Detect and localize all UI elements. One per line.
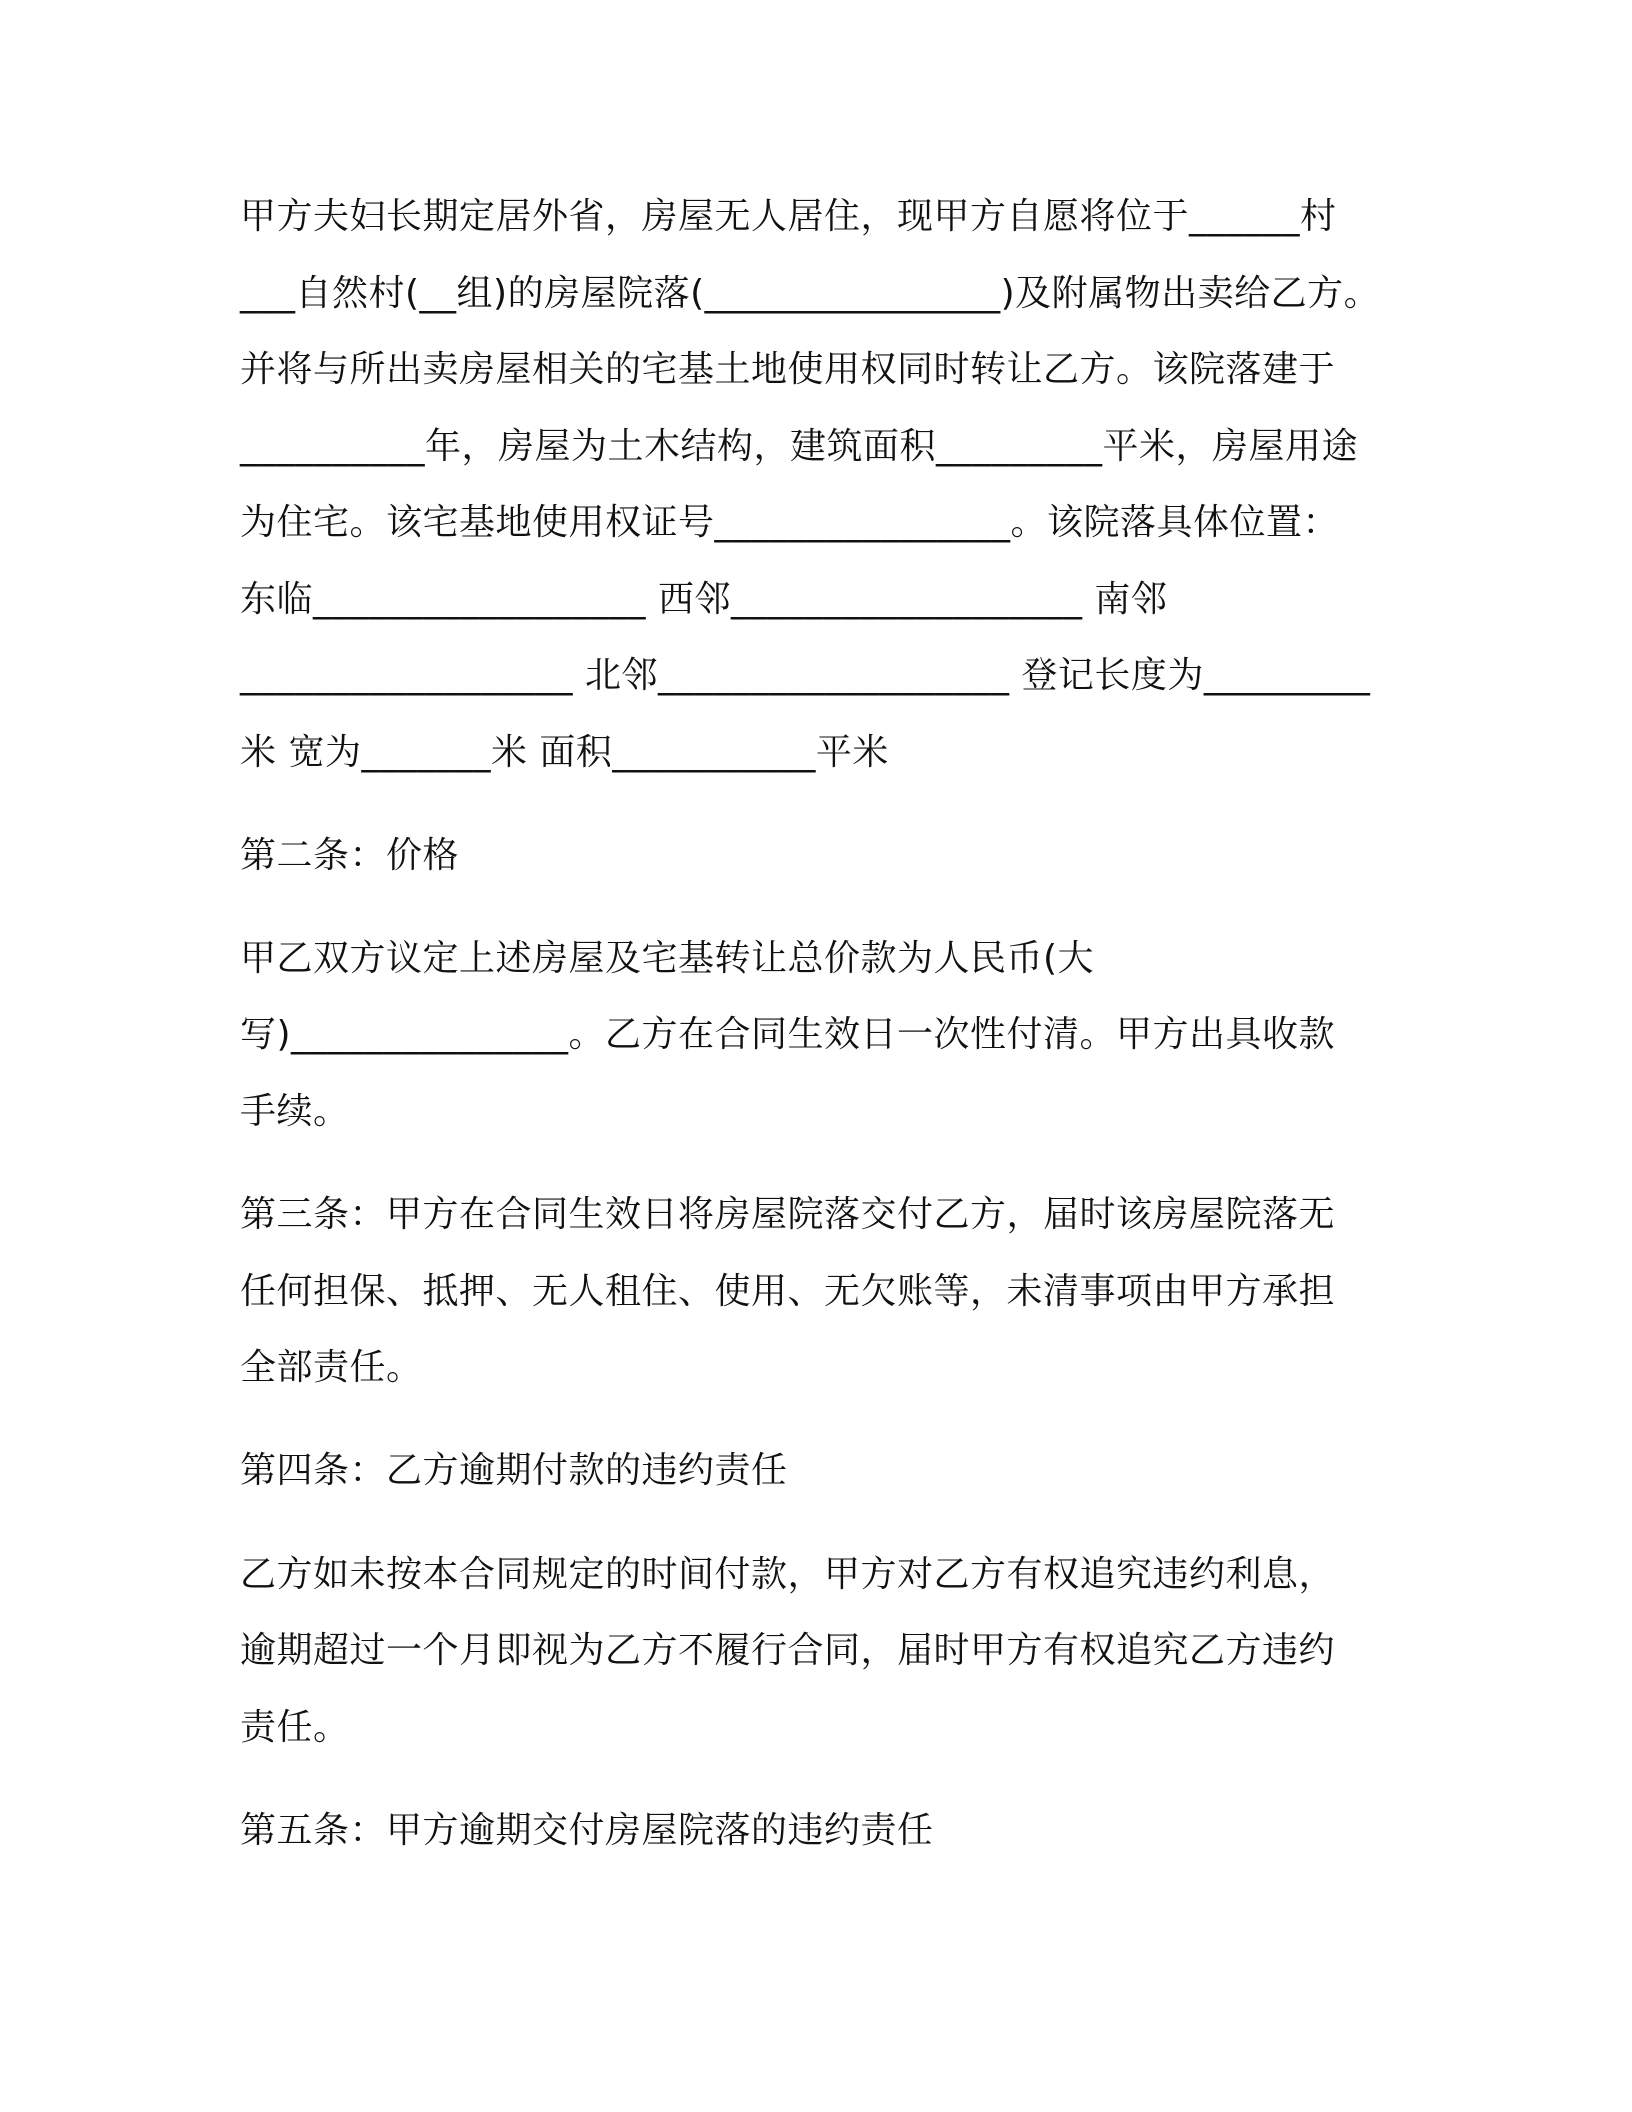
clause1-line-7: __________________ 北邻___________________ 登记长度为_________ — [240, 655, 1371, 696]
clause1-line-6: 东临__________________ 西邻___________________ 南邻 — [240, 579, 1168, 620]
clause1-line-3: 并将与所出卖房屋相关的宅基土地使用权同时转让乙方。该院落建于 — [240, 349, 1336, 390]
clause1-line-1: 甲方夫妇长期定居外省，房屋无人居住，现甲方自愿将位于______村 — [240, 196, 1337, 237]
clause4-line-3: 责任。 — [240, 1707, 350, 1748]
clause1-line-2: ___自然村(__组)的房屋院落(________________)及附属物出卖给乙方。 — [240, 273, 1381, 314]
clause1-line-4: __________年，房屋为土木结构，建筑面积_________平米，房屋用途 — [240, 426, 1359, 467]
clause2-title: 第二条：价格 — [240, 835, 460, 876]
clause2-line-2: 写)_______________。乙方在合同生效日一次性付清。甲方出具收款 — [240, 1014, 1336, 1055]
clause4-line-1: 乙方如未按本合同规定的时间付款，甲方对乙方有权追究违约利息， — [240, 1554, 1336, 1595]
clause4-title: 第四条：乙方逾期付款的违约责任 — [240, 1450, 788, 1491]
clause1-line-8: 米 宽为_______米 面积___________平米 — [240, 732, 889, 773]
clause1-line-5: 为住宅。该宅基地使用权证号________________。该院落具体位置： — [240, 502, 1340, 543]
clause3-line-3: 全部责任。 — [240, 1347, 423, 1388]
clause5-title: 第五条：甲方逾期交付房屋院落的违约责任 — [240, 1810, 934, 1851]
clause2-line-3: 手续。 — [240, 1091, 350, 1132]
clause4-line-2: 逾期超过一个月即视为乙方不履行合同，届时甲方有权追究乙方违约 — [240, 1630, 1336, 1671]
clause2-line-1: 甲乙双方议定上述房屋及宅基转让总价款为人民币(大 — [240, 938, 1095, 979]
clause3-line-2: 任何担保、抵押、无人租住、使用、无欠账等，未清事项由甲方承担 — [240, 1271, 1336, 1312]
clause3-line-1: 第三条：甲方在合同生效日将房屋院落交付乙方，届时该房屋院落无 — [240, 1194, 1336, 1235]
